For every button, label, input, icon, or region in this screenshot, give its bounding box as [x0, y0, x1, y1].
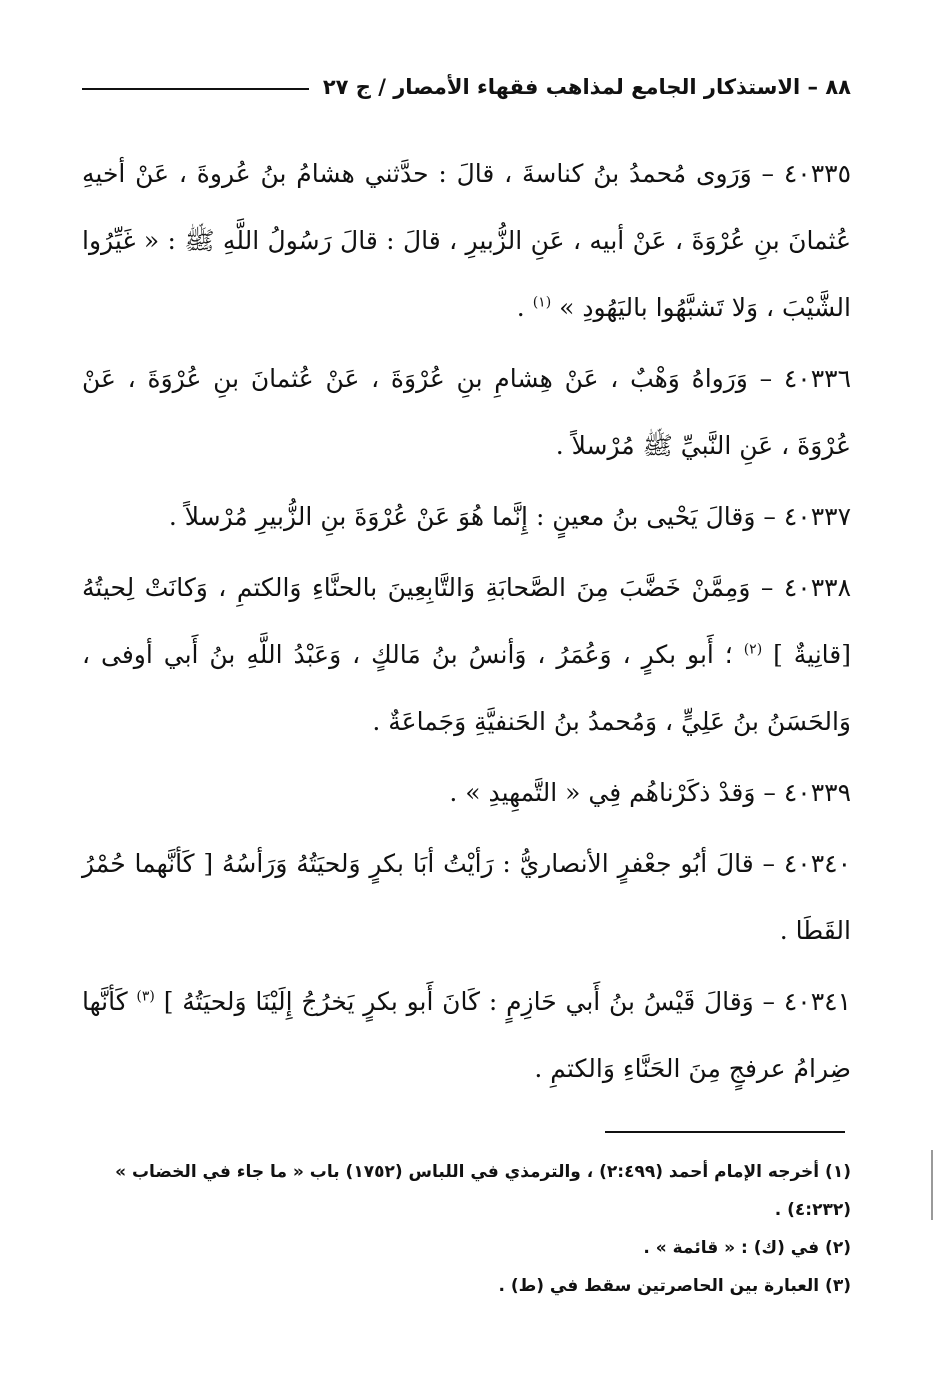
footnote-ref-2[interactable]: (٢) [743, 641, 763, 658]
footnotes [82, 1153, 851, 1305]
paragraph-number: ٤٠٣٣٨ [783, 573, 851, 602]
paragraph-text: – قالَ أبُو جعْفرٍ الأنصاريُّ : رَأيْتُ أبَا بكرٍ وَلحيَتُهُ وَرَأسُهُ [ كَأنَّهما حُمْرُ القَطَا . [82, 849, 851, 945]
paragraph-40341 [82, 968, 851, 1102]
paragraph-40337 [82, 483, 851, 550]
footnote-ref-1[interactable]: (١) [532, 294, 552, 311]
paragraph-text: – وَقالَ يَحْيى بنُ معينٍ : إِنَّما هُوَ عَنْ عُرْوَةَ بنِ الزُّبيرِ مُرْسلاً . [168, 502, 776, 531]
footnote-1: (١) أخرجه الإمام أحمد (٢:٤٩٩) ، والترمذي في اللباس (١٧٥٢) باب « ما جاء في الخضاب » (٤:٢٣٢) . [115, 1162, 851, 1220]
paragraph-40338 [82, 554, 851, 755]
paragraph-40339 [82, 759, 851, 826]
paragraph-40336 [82, 345, 851, 479]
footnote-2: (٢) في (ك) : « قائمة » . [643, 1238, 851, 1258]
paragraph-40335 [82, 140, 851, 341]
main-text [82, 140, 851, 1102]
paragraph-text: – وَمِمَّنْ خَضَّبَ مِنَ الصَّحابَةِ وَالتَّابِعِينَ بالحنَّاءِ وَالكتمِ ، وَكانَتْ لِحيتُهُ [قانِيةٌ ] [82, 573, 852, 669]
paragraph-number: ٤٠٣٣٦ [783, 364, 851, 393]
paragraph-text: – وَقالَ قَيْسُ بنُ أَبي حَازِمٍ : كَانَ أَبو بكرٍ يَخرُجُ إِلَيْنَا وَلحيَتُهُ ] [163, 987, 776, 1016]
footnote-3: (٣) العبارة بين الحاصرتين سقط في (ط) . [498, 1276, 851, 1296]
paragraph-number: ٤٠٣٣٩ [783, 778, 851, 807]
paragraph-number: ٤٠٣٣٥ [783, 159, 851, 188]
paragraph-tail: . [516, 293, 533, 322]
paragraph-number: ٤٠٣٣٧ [783, 502, 851, 531]
paragraph-text: – وَقدْ ذكَرْناهُم فِي « التَّمهِيدِ » . [449, 778, 776, 807]
paragraph-text: – وَرَوى مُحمدُ بنُ كناسةَ ، قالَ : حدَّثني هشامُ بنُ عُروةَ ، عَنْ أخيهِ عُثمانَ بنِ عُرْوَةَ ، عَنْ أبيه ، عَنِ الزُّبيرِ ، قالَ : قالَ رَسُولُ اللَّهِ ﷺ : « غَيِّرُوا الشَّيْبَ ، وَلا تَشبَّهُوا باليَهُودِ » [82, 159, 851, 322]
paragraph-40340 [82, 830, 851, 964]
paragraph-tail: ؛ أَبو بكرٍ ، وَعُمَرُ ، وَأنسُ بنُ مَالكٍ ، وَعَبْدُ اللَّهِ بنُ أَبي أوفى ، وَالحَسَنُ بنُ عَلِيٍّ ، وَمُحمدُ بنُ الحَنفيَّةِ وَجَماعَةٌ . [82, 640, 851, 736]
running-header [82, 70, 851, 104]
paragraph-number: ٤٠٣٤١ [783, 987, 851, 1016]
paragraph-text: – وَرَواهُ وَهْبٌ ، عَنْ هِشامِ بنِ عُرْوَةَ ، عَنْ عُثمانَ بنِ عُرْوَةَ ، عَنْ عُرْوَةَ ، عَنِ النَّبيِّ ﷺ مُرْسلاً . [82, 364, 851, 460]
footnote-separator [605, 1131, 845, 1133]
paragraph-number: ٤٠٣٤٠ [783, 849, 851, 878]
footnote-ref-3[interactable]: (٣) [136, 988, 155, 1005]
paragraph-tail: كَأنَّها ضِرامُ عرفجٍ مِنَ الحَنَّاءِ وَالكتمِ . [82, 987, 851, 1083]
header-rule [82, 88, 309, 90]
header-title: ٨٨ – الاستذكار الجامع لمذاهب فقهاء الأمصار / ج ٢٧ [322, 75, 851, 99]
